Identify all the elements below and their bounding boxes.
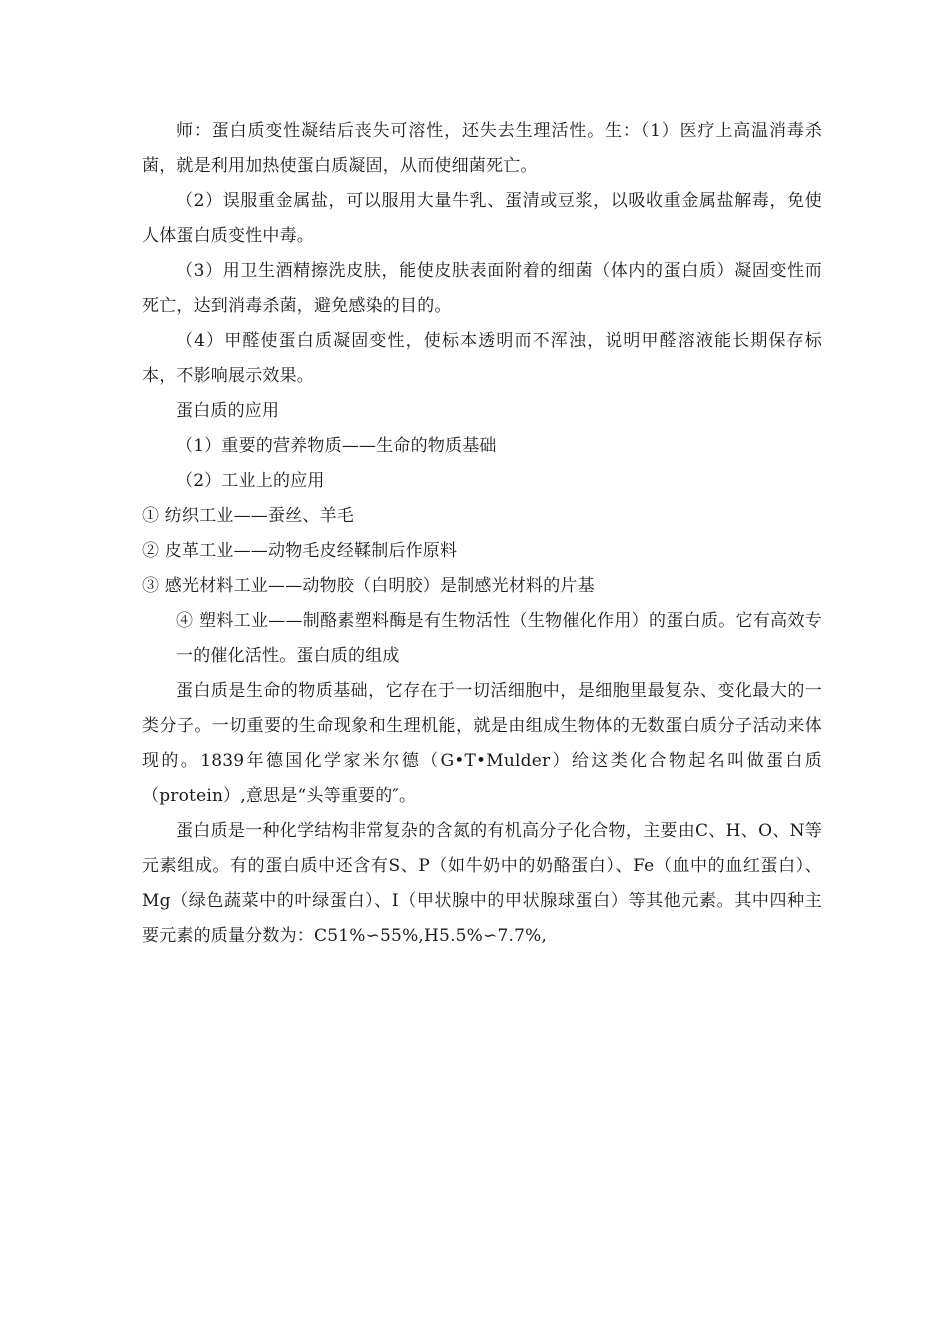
list-item-photosensitive: ③ 感光材料工业——动物胶（白明胶）是制感光材料的片基	[142, 576, 595, 596]
paragraph-protein-composition: 蛋白质是一种化学结构非常复杂的含氮的有机高分子化合物，主要由C、H、O、N等元素组成。有的蛋白质中还含有S、P（如牛奶中的奶酪蛋白）、Fe（血中的血红蛋白）、Mg（绿色蔬菜中的叶绿蛋白）、I（甲状腺中的甲状腺球蛋白）等其他元素。其中四种主要元素的质量分数为：C51%∽55%,H5.5%∽7.7%,	[142, 821, 822, 946]
list-item-industry: （2）工业上的应用	[176, 471, 325, 491]
paragraph-denaturation-intro: 师：蛋白质变性凝结后丧失可溶性，还失去生理活性。生：（1）医疗上高温消毒杀菌，就是利用加热使蛋白质凝固，从而使细菌死亡。	[142, 121, 822, 176]
paragraph-alcohol: （3）用卫生酒精擦洗皮肤，能使皮肤表面附着的细菌（体内的蛋白质）凝固变性而死亡，达到消毒杀菌，避免感染的目的。	[142, 261, 822, 316]
list-item-textile: ① 纺织工业——蚕丝、羊毛	[142, 506, 355, 526]
section-heading-applications: 蛋白质的应用	[176, 401, 280, 421]
document-body	[142, 114, 822, 954]
paragraph-formaldehyde: （4）甲醛使蛋白质凝固变性，使标本透明而不浑浊，说明甲醛溶液能长期保存标本，不影响展示效果。	[142, 331, 822, 386]
list-item-leather: ② 皮革工业——动物毛皮经鞣制后作原料	[142, 541, 458, 561]
list-item-plastics: ④ 塑料工业——制酪素塑料酶是有生物活性（生物催化作用）的蛋白质。它有高效专一的催化活性。蛋白质的组成	[176, 611, 822, 666]
list-item-nutrition: （1）重要的营养物质——生命的物质基础	[176, 436, 497, 456]
paragraph-heavy-metal: （2）误服重金属盐，可以服用大量牛乳、蛋清或豆浆，以吸收重金属盐解毒，免使人体蛋白质变性中毒。	[142, 191, 822, 246]
paragraph-protein-basis: 蛋白质是生命的物质基础，它存在于一切活细胞中，是细胞里最复杂、变化最大的一类分子。一切重要的生命现象和生理机能，就是由组成生物体的无数蛋白质分子活动来体现的。1839年德国化学家米尔德（G•T•Mulder）给这类化合物起名叫做蛋白质（protein）,意思是“头等重要的″。	[142, 681, 822, 806]
